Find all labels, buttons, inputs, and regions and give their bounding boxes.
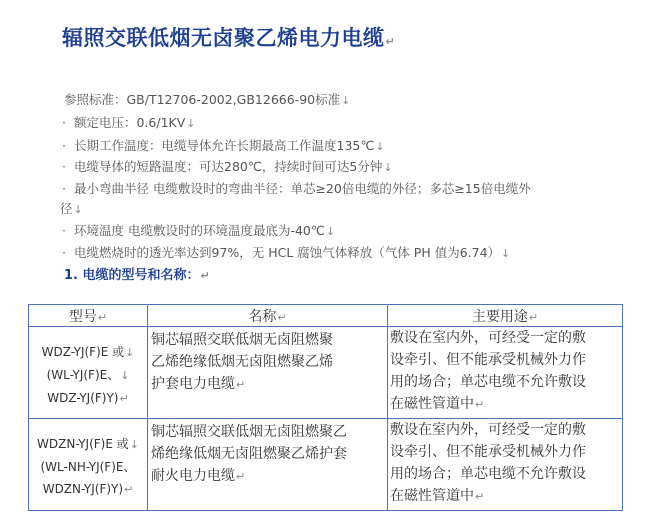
bullet-icon: · xyxy=(62,223,66,238)
use-line: 设牵引、但不能承受机械外力作 xyxy=(390,444,586,460)
spec-item-text: 最小弯曲半径 电缆敷设时的弯曲半径：单芯≥20倍电缆的外径；多芯≥15倍电缆外 xyxy=(73,181,531,196)
model-text: WDZN-YJ(F)Y) xyxy=(42,482,124,496)
name-text: 护套电力电缆 xyxy=(151,376,235,392)
name-line xyxy=(151,465,387,488)
use-cell xyxy=(388,419,623,511)
paragraph-mark: ↵ xyxy=(119,392,129,405)
model-text: (WL-YJ(F)E、 xyxy=(46,368,120,382)
spec-item xyxy=(62,243,510,261)
name-text: 耐火电力电缆 xyxy=(151,468,235,484)
model-cell xyxy=(29,327,148,419)
header-model-label: 型号 xyxy=(68,308,97,325)
model-line xyxy=(29,478,147,501)
use-cell xyxy=(388,327,623,419)
model-line xyxy=(29,341,147,364)
bullet-icon: · xyxy=(62,138,66,153)
paragraph-mark: ↵ xyxy=(475,398,485,411)
paragraph-mark: ↵ xyxy=(385,35,396,48)
table-header-row xyxy=(29,305,623,327)
use-line xyxy=(390,485,622,508)
use-line: 用的场合；单芯电缆不允许敷设 xyxy=(390,374,586,390)
spec-item-wrap xyxy=(60,199,83,217)
bullet-icon: · xyxy=(62,115,66,130)
wrap-text: 径 xyxy=(60,201,73,216)
header-model xyxy=(29,305,148,327)
paragraph-mark: ↵ xyxy=(236,470,246,483)
use-line: 用的场合；单芯电缆不允许敷设 xyxy=(390,466,586,482)
paragraph-mark: ↵ xyxy=(236,378,246,391)
line-break-mark: ↓ xyxy=(325,225,336,238)
cable-model-table xyxy=(28,304,623,511)
paragraph-mark: ↵ xyxy=(200,269,210,282)
model-line xyxy=(29,387,147,410)
name-line: 烯绝缘低烟无卤阻燃聚乙烯护套 xyxy=(151,446,347,462)
paragraph-mark: ↵ xyxy=(475,490,485,503)
spec-item-text: 环境温度 电缆敷设时的环境温度最底为-40℃ xyxy=(73,223,325,238)
model-line xyxy=(29,364,147,387)
paragraph-mark: ↵ xyxy=(124,483,134,496)
use-line: 敷设在室内外，可经受一定的敷 xyxy=(390,330,586,346)
line-break-mark: ↓ xyxy=(383,161,393,174)
header-name xyxy=(148,305,388,327)
spec-item xyxy=(62,179,531,197)
spec-item xyxy=(62,136,385,154)
use-text: 在磁性管道中 xyxy=(390,396,474,412)
line-break-mark: ↓ xyxy=(186,117,196,130)
name-line xyxy=(151,373,387,396)
model-cell xyxy=(29,419,148,511)
table-row xyxy=(29,327,623,419)
spec-item xyxy=(62,221,335,239)
model-text: (WL-NH-YJ(F)E、 xyxy=(40,460,136,474)
title-text: 辐照交联低烟无卤聚乙烯电力电缆 xyxy=(62,26,385,50)
spec-item xyxy=(62,157,393,175)
model-line xyxy=(29,456,147,478)
line-break-mark: ↓ xyxy=(375,140,385,153)
model-text: WDZN-YJ(F)E 或 xyxy=(37,437,129,451)
line-break-mark: ↓ xyxy=(73,203,83,216)
spec-item-text: 电缆导体的短路温度：可达280℃，持续时间可达5分钟 xyxy=(73,159,383,174)
spec-item-text: 电缆燃烧时的透光率达到97%，无 HCL 腐蚀气体释放（气体 PH 值为6.74） xyxy=(73,245,501,260)
name-line: 乙烯绝缘低烟无卤阻燃聚乙烯 xyxy=(151,354,333,370)
paragraph-mark: ↵ xyxy=(97,310,108,324)
name-line: 铜芯辐照交联低烟无卤阻燃聚乙 xyxy=(151,424,347,440)
line-break-mark: ↓ xyxy=(341,94,351,107)
table-row xyxy=(29,419,623,511)
header-name-label: 名称 xyxy=(248,308,277,325)
paragraph-mark: ↵ xyxy=(528,310,539,324)
paragraph-mark: ↵ xyxy=(277,310,287,324)
line-break-mark: ↓ xyxy=(120,369,130,382)
model-line xyxy=(29,433,147,456)
spec-item-text: 长期工作温度：电缆导体允许长期最高工作温度135℃ xyxy=(73,138,375,153)
model-text: WDZ-YJ(F)Y) xyxy=(47,391,119,405)
use-line: 设牵引、但不能承受机械外力作 xyxy=(390,352,586,368)
reference-text: 参照标准：GB/T12706-2002,GB12666-90标准 xyxy=(64,92,341,107)
line-break-mark: ↓ xyxy=(501,247,511,260)
section-heading xyxy=(64,264,210,283)
spec-item xyxy=(62,113,196,131)
bullet-icon: · xyxy=(62,245,66,260)
header-use xyxy=(388,305,623,327)
header-use-label: 主要用途 xyxy=(471,308,528,325)
reference-standard xyxy=(64,90,350,108)
bullet-icon: · xyxy=(62,159,66,174)
section-heading-text: 1. 电缆的型号和名称： xyxy=(64,268,200,283)
name-line: 铜芯辐照交联低烟无卤阻燃聚 xyxy=(151,332,333,348)
use-text: 在磁性管道中 xyxy=(390,488,474,504)
use-line: 敷设在室内外，可经受一定的敷 xyxy=(390,422,586,438)
name-cell xyxy=(148,327,388,419)
model-text: WDZ-YJ(F)E 或 xyxy=(41,345,125,359)
spec-item-text: 额定电压：0.6/1KV xyxy=(73,115,186,130)
name-cell xyxy=(148,419,388,511)
bullet-icon: · xyxy=(62,181,66,196)
document-title xyxy=(62,22,395,52)
use-line xyxy=(390,393,622,416)
line-break-mark: ↓ xyxy=(125,346,135,359)
line-break-mark: ↓ xyxy=(129,438,139,451)
